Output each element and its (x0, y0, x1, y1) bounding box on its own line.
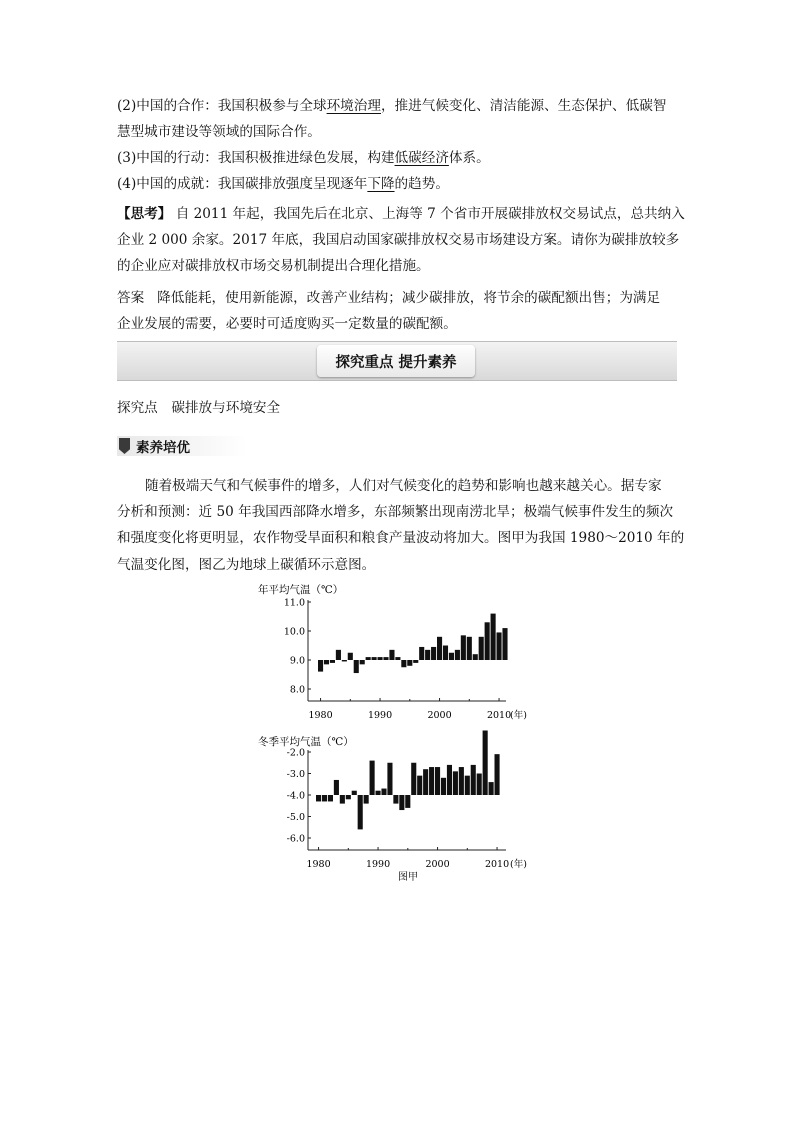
bar (399, 795, 404, 810)
bar (411, 763, 416, 795)
y-tick-label: -2.0 (286, 747, 305, 759)
bar (431, 647, 436, 660)
bar (318, 660, 323, 672)
bar (417, 776, 422, 795)
y-tick-label: -5.0 (286, 812, 305, 823)
section-title: 探究点 碳排放与环境安全 (117, 400, 281, 416)
bar (435, 767, 440, 795)
paragraph-achievement: (4)中国的成就：我国碳排放强度呈现逐年下降的趋势。 (117, 176, 449, 192)
bar (348, 653, 353, 660)
figure-caption: 图甲 (398, 872, 418, 883)
banner-title: 探究重点 提升素养 (317, 345, 475, 377)
bar (354, 660, 359, 673)
literacy-tag (117, 436, 247, 456)
y-tick-label: 11.0 (283, 597, 305, 609)
bar (370, 761, 375, 795)
underline-term: 低碳经济 (394, 150, 449, 166)
bar (340, 795, 345, 804)
bar (467, 637, 472, 660)
literacy-tag-label: 素养培优 (136, 440, 190, 456)
bar (389, 650, 394, 660)
y-tick-label: 10.0 (283, 626, 305, 638)
bar (447, 765, 452, 795)
answer-label: 答案 (117, 290, 145, 306)
x-tick-label: 1980 (306, 859, 331, 870)
body-line4: 气温变化图，图乙为地球上碳循环示意图。 (117, 557, 376, 573)
temperature-charts (250, 578, 550, 888)
bar (429, 767, 434, 795)
bookmark-icon (119, 438, 130, 454)
bar (364, 795, 369, 804)
bar (342, 660, 347, 661)
bar (330, 660, 335, 663)
paragraph-cooperation-line2: 慧型城市建设等领域的国际合作。 (117, 124, 321, 140)
bar (346, 795, 351, 799)
y-tick-label: -6.0 (286, 833, 305, 845)
chart-xlabel: (年) (510, 710, 527, 721)
x-tick-label: 2010 (484, 859, 510, 870)
x-tick-label: 2010 (486, 710, 512, 721)
bar (423, 769, 428, 795)
bar (459, 767, 464, 795)
bar (395, 657, 400, 660)
bar (455, 650, 460, 660)
x-tick-label: 2000 (425, 859, 450, 870)
bar (485, 622, 490, 660)
chart-ylabel: 年平均气温（℃） (258, 584, 344, 596)
answer-line1: 答案 降低能耗，使用新能源，改善产业结构；减少碳排放，将节余的碳配额出售；为满足 (117, 290, 661, 306)
bar (407, 660, 412, 666)
bar (473, 654, 478, 660)
y-tick-label: -4.0 (286, 790, 305, 802)
bar (443, 646, 448, 661)
answer-line2: 企业发展的需要，必要时可适度购买一定数量的碳配额。 (117, 316, 457, 332)
bar (449, 653, 454, 660)
bar (383, 657, 388, 660)
x-tick-label: 1980 (308, 710, 333, 721)
bar (360, 660, 365, 664)
underline-term: 环境治理 (326, 98, 381, 114)
section-banner (117, 341, 677, 381)
x-tick-label: 1990 (365, 859, 391, 870)
bar (489, 782, 494, 795)
bar (405, 795, 410, 808)
bar (495, 754, 500, 795)
paragraph-cooperation-line1: (2)中国的合作：我国积极参与全球环境治理，推进气候变化、清洁能源、生态保护、低碳智 (117, 98, 667, 114)
bar (471, 765, 476, 795)
underline-term: 下降 (367, 176, 395, 192)
bar (479, 637, 484, 660)
bar (461, 635, 466, 660)
bar (401, 660, 406, 667)
y-tick-label: -3.0 (286, 769, 305, 780)
bar (437, 637, 442, 660)
bar (334, 780, 339, 795)
bar (425, 650, 430, 660)
bar (419, 647, 424, 660)
think-question-line1: 【思考】 自 2011 年起，我国先后在北京、上海等 7 个省市开展碳排放权交易试点，总共纳入 (117, 206, 685, 222)
bar (465, 776, 470, 795)
bar (491, 614, 496, 660)
bar (372, 657, 377, 660)
y-tick-label: 8.0 (289, 684, 305, 696)
bar (393, 795, 398, 804)
chart-xlabel: (年) (510, 859, 527, 870)
bar (453, 771, 458, 795)
bar (352, 791, 357, 795)
x-tick-label: 1990 (367, 710, 393, 721)
think-question-line3: 的企业应对碳排放权市场交易机制提出合理化措施。 (117, 258, 430, 274)
bar (378, 657, 383, 660)
body-line3: 和强度变化将更明显，农作物受旱面积和粮食产量波动将加大。图甲为我国 1980～2010 年的 (117, 530, 685, 546)
bar (328, 795, 333, 801)
chart-ylabel: 冬季平均气温（℃） (258, 736, 354, 748)
bar (413, 660, 418, 663)
bar (336, 650, 341, 660)
x-tick-label: 2000 (427, 710, 452, 721)
body-line1: 随着极端天气和气候事件的增多，人们对气候变化的趋势和影响也越来越关心。据专家 (145, 478, 662, 494)
bar (322, 795, 327, 801)
think-tag: 【思考】 (117, 206, 172, 222)
bar (477, 774, 482, 796)
bar (376, 791, 381, 795)
bar (358, 795, 363, 829)
paragraph-action: (3)中国的行动：我国积极推进绿色发展，构建低碳经济体系。 (117, 150, 490, 166)
bar (497, 632, 502, 660)
bar (381, 789, 386, 795)
bar (316, 795, 321, 801)
think-question-line2: 企业 2 000 余家。2017 年底，我国启动国家碳排放权交易市场建设方案。请你为碳排放较多 (117, 232, 680, 248)
y-tick-label: 9.0 (289, 655, 305, 667)
bar (366, 657, 371, 660)
bar (324, 660, 329, 664)
bar (502, 628, 507, 660)
bar (483, 731, 488, 796)
bar (441, 778, 446, 795)
body-line2: 分析和预测：近 50 年我国西部降水增多，东部频繁出现南涝北旱；极端气候事件发生的频次 (117, 504, 674, 520)
bar (387, 763, 392, 795)
